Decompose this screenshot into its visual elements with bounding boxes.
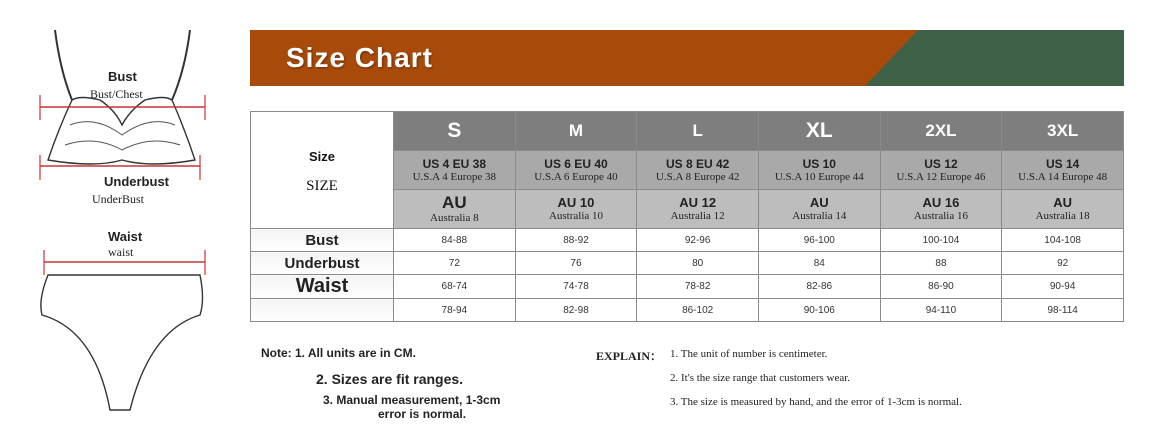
bra-and-brief-drawing bbox=[0, 0, 240, 440]
bust-row-label: Bust bbox=[251, 229, 394, 252]
underbust-value: 72 bbox=[394, 252, 516, 275]
garment-illustration bbox=[0, 0, 240, 440]
waist-value: 78-82 bbox=[637, 275, 759, 299]
hip-row-label bbox=[251, 299, 394, 322]
bust-row bbox=[251, 229, 1124, 252]
size-chart-banner bbox=[250, 30, 1124, 86]
us-eu-cell: US 12 U.S.A 12 Europe 46 bbox=[880, 151, 1002, 190]
waist-value: 68-74 bbox=[394, 275, 516, 299]
size-2xl-header: 2XL bbox=[880, 112, 1002, 151]
au-cell: AU 12 Australia 12 bbox=[637, 190, 759, 229]
explain-line-3: 3. The size is measured by hand, and the error of 1-3cm is normal. bbox=[670, 396, 962, 408]
size-s-header: S bbox=[394, 112, 516, 151]
underbust-value: 76 bbox=[515, 252, 637, 275]
underbust-row-label: Underbust bbox=[251, 252, 394, 275]
bust-value: 104-108 bbox=[1002, 229, 1124, 252]
au-cell: AU 10 Australia 10 bbox=[515, 190, 637, 229]
us-eu-cell: US 14 U.S.A 14 Europe 48 bbox=[1002, 151, 1124, 190]
au-cell: AU Australia 8 bbox=[394, 190, 516, 229]
note-line-3a: 3. Manual measurement, 1-3cm bbox=[323, 393, 501, 407]
underbust-value: 84 bbox=[758, 252, 880, 275]
us-eu-cell: US 8 EU 42 U.S.A 8 Europe 42 bbox=[637, 151, 759, 190]
underbust-row bbox=[251, 252, 1124, 275]
waist-label: Waist bbox=[108, 229, 143, 244]
waist-value: 74-78 bbox=[515, 275, 637, 299]
bust-sub-label: Bust/Chest bbox=[90, 87, 143, 101]
au-cell: AU Australia 14 bbox=[758, 190, 880, 229]
bust-value: 84-88 bbox=[394, 229, 516, 252]
explain-label: EXPLAIN： bbox=[596, 349, 663, 363]
size-label-sub: SIZE bbox=[306, 178, 338, 194]
waist-row bbox=[251, 275, 1124, 299]
waist-value: 90-94 bbox=[1002, 275, 1124, 299]
note-line-1: Note: 1. All units are in CM. bbox=[261, 346, 416, 360]
bust-value: 100-104 bbox=[880, 229, 1002, 252]
hip-value: 98-114 bbox=[1002, 299, 1124, 322]
underbust-label: Underbust bbox=[104, 174, 169, 189]
size-label-cell bbox=[251, 112, 394, 229]
underbust-value: 92 bbox=[1002, 252, 1124, 275]
explain-line-2: 2. It's the size range that customers wear. bbox=[670, 372, 851, 384]
us-eu-cell: US 10 U.S.A 10 Europe 44 bbox=[758, 151, 880, 190]
bust-value: 92-96 bbox=[637, 229, 759, 252]
us-eu-cell: US 4 EU 38 U.S.A 4 Europe 38 bbox=[394, 151, 516, 190]
hip-value: 78-94 bbox=[394, 299, 516, 322]
waist-row-label: Waist bbox=[251, 275, 394, 299]
hip-value: 94-110 bbox=[880, 299, 1002, 322]
bust-value: 88-92 bbox=[515, 229, 637, 252]
size-3xl-header: 3XL bbox=[1002, 112, 1124, 151]
waist-value: 86-90 bbox=[880, 275, 1002, 299]
note-line-2: 2. Sizes are fit ranges. bbox=[316, 371, 464, 387]
banner-title: Size Chart bbox=[286, 42, 433, 73]
size-l-header: L bbox=[637, 112, 759, 151]
hip-value: 82-98 bbox=[515, 299, 637, 322]
hip-value: 90-106 bbox=[758, 299, 880, 322]
explain-line-1: 1. The unit of number is centimeter. bbox=[670, 348, 828, 360]
size-table bbox=[250, 111, 1124, 326]
underbust-value: 88 bbox=[880, 252, 1002, 275]
hip-row bbox=[251, 299, 1124, 322]
note-line-3b: error is normal. bbox=[378, 407, 467, 421]
waist-sub-label: waist bbox=[108, 245, 134, 259]
bust-value: 96-100 bbox=[758, 229, 880, 252]
underbust-sub-label: UnderBust bbox=[92, 192, 144, 206]
au-cell: AU Australia 18 bbox=[1002, 190, 1124, 229]
size-xl-header: XL bbox=[758, 112, 880, 151]
underbust-value: 80 bbox=[637, 252, 759, 275]
hip-value: 86-102 bbox=[637, 299, 759, 322]
au-cell: AU 16 Australia 16 bbox=[880, 190, 1002, 229]
waist-value: 82-86 bbox=[758, 275, 880, 299]
bust-label: Bust bbox=[108, 69, 137, 84]
size-label: Size bbox=[308, 149, 335, 164]
us-eu-cell: US 6 EU 40 U.S.A 6 Europe 40 bbox=[515, 151, 637, 190]
size-header-row bbox=[251, 112, 1124, 151]
size-m-header: M bbox=[515, 112, 637, 151]
